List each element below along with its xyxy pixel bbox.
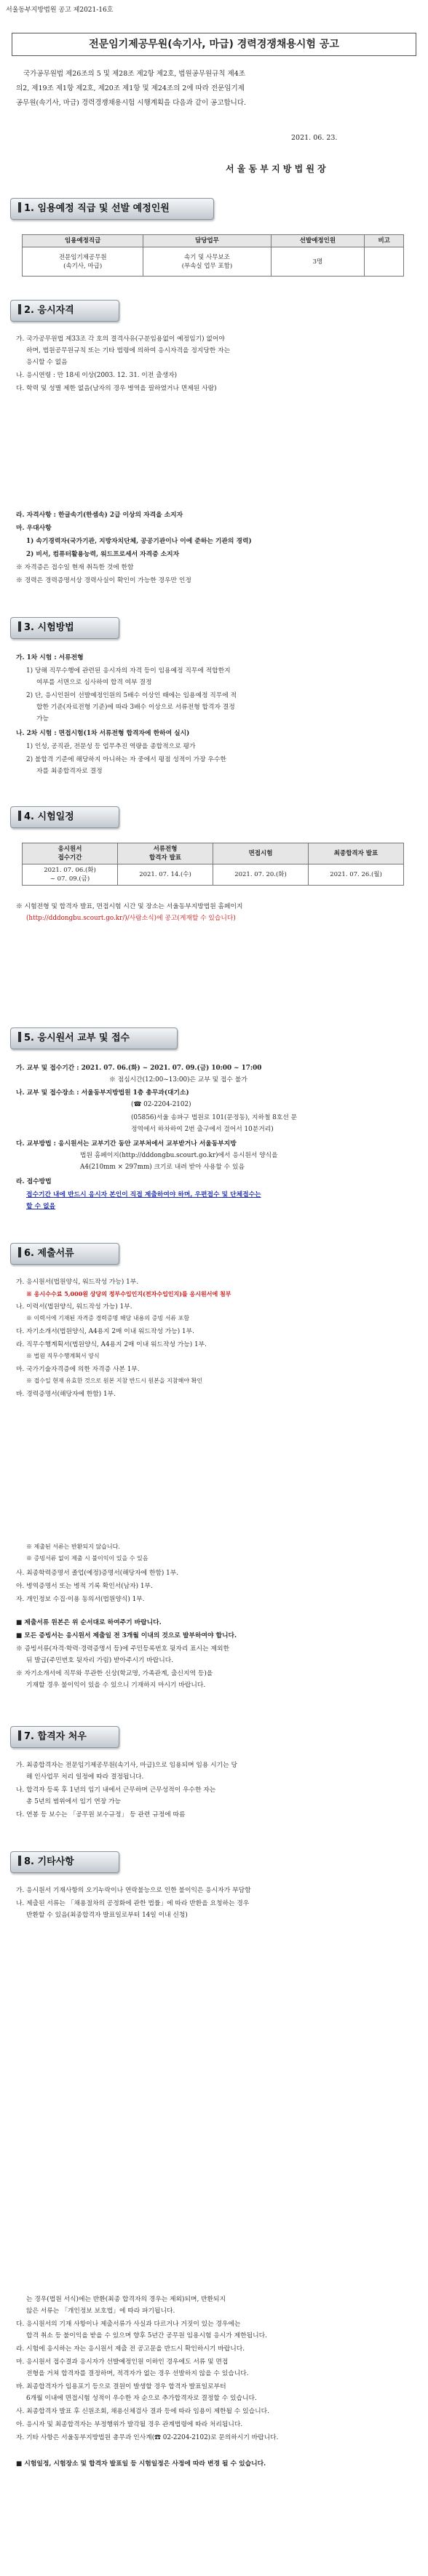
list-item: ※ 자격증은 접수일 현재 취득한 것에 한함 [16,564,134,571]
section-bar [18,1247,21,1257]
list-item: 법원 홈페이지(http://dddongbu.scourt.go.kr)에서 응시원서 양식을 [80,1152,278,1159]
section-bar [18,621,21,632]
section-bar [18,202,21,212]
section-bar [18,1730,21,1741]
list-item: 나. 2차 시험 : 면접시험(1차 서류전형 합격자에 한하여 실시) [16,730,190,737]
list-item: 마. 응시원서 접수결과 응시자가 선발예정인원 이하인 경우에도 서류 및 면접 [16,2358,229,2366]
list-item: ※ 증빙서류 없이 제출 시 불이익이 있을 수 있음 [26,1555,148,1562]
list-item: ※ 증빙서류(자격·학력·경력증명서 등)에 주민등록번호 뒷자리 표시는 제외한 [16,1645,229,1653]
table-cell: 2021. 07. 14.(수) [118,864,213,886]
list-item: 정역에서 하차하여 2번 출구에서 걸어서 10분거리) [131,1126,274,1133]
list-item: 여부를 서면으로 심사하여 합격 여부 결정 [36,679,152,686]
list-item: ※ 제출된 서류는 반환되지 않습니다. [26,1543,120,1550]
section-bar [18,1032,21,1042]
list-item: 2) 비서, 컴퓨터활용능력, 워드프로세서 자격증 소지자 [26,551,180,558]
list-item: 1) 당해 직무수행에 관련된 응시자의 자격 등이 임용예정 직무에 적합한지 [26,667,231,675]
list-item: 라. 접수방법 [16,1178,52,1185]
table-cell [365,247,404,277]
table-cell: 3명 [271,247,365,277]
list-item: 가. 응시원서 기재사항의 오기누락이나 연락불능으로 인한 불이익은 응시자가 부담함 [16,1887,251,1894]
list-item: 가. 국가공무원법 제33조 각 호의 결격사유(구분임용없이 예정임기) 없어야 [16,335,225,343]
list-item: 뒤 발급(주민번호 뒷자리 가림) 받아주시기 바랍니다. [26,1657,174,1664]
list-item: 총 5년의 범위에서 임기 연장 가능 [26,1798,122,1805]
list-item: ※ 접수일 현재 유효한 것으로 원본 지참 반드시 원본을 지참해야 확인 [26,1378,203,1384]
list-item: A4(210mm × 297mm) 크기로 내려 받아 사용할 수 있음 [80,1164,245,1171]
final-notice: ■ 시험일정, 시험장소 및 합격자 발표일 등 시험일정은 사정에 따라 변경 될 수 있습니다. [16,2460,266,2468]
list-item: 나. 교부 및 접수장소 : 서울동부지방법원 1층 총무과(대기소) [16,1089,189,1097]
table-header: 비고 [365,235,404,247]
table-cell: 2021. 07. 20.(화) [213,864,309,886]
section-2-header [10,300,119,322]
list-item: ※ 법원 직무수행계획서 양식 [26,1353,100,1359]
list-item: 반환할 수 있음(최종합격자 발표일로부터 14일 이내 신청) [26,1912,188,1919]
list-item: 2) 단, 응시인원이 선발예정인원의 5배수 이상인 때에는 임용예정 직무에 적 [26,692,237,699]
intro-line: 의2, 제19조 제1항 제2호, 제20조 제1항 및 제24조의 2에 따라 전문임기제 [16,84,245,92]
section-bar [18,811,21,821]
table-header: 담당업무 [143,235,271,247]
list-item: 접수기간 내에 반드시 응시자 본인이 직접 제출하여야 하며, 우편접수 및 단체접수는 [26,1191,261,1198]
section-5-header [10,1027,178,1049]
list-item: (☎ 02-2204-2102) [131,1101,191,1108]
list-item: 않은 서류는 「개인정보 보호법」에 따라 파기됩니다. [26,2307,175,2315]
list-item: ※ 이력서에 기재된 자격증 경력증명 해당 내용의 증빙 서류 포함 [26,1315,190,1321]
list-item: 나. 응시연령 : 만 18세 이상(2003. 12. 31. 이전 출생자) [16,372,178,379]
list-item: 할 수 없음 [26,1203,56,1210]
table-header: 최종합격자 발표 [309,843,404,864]
document-number: 서울동부지방법원 공고 제2021-16호 [6,7,114,14]
list-item: 가. 교부 및 접수기간 : 2021. 07. 06.(화) ~ 2021. 07. 09.(금) 10:00 ~ 17:00 [16,1065,262,1072]
list-item: 자. 기타 사항은 서울동부지방법원 총무과 인사계(☎ 02-2204-2102)로 문의하시기 바랍니다. [16,2434,279,2441]
table-header: 응시원서 접수기간 [23,843,118,864]
list-item: 나. 합격자 등록 후 1년의 임기 내에서 근무하며 근무성적이 우수한 자는 [16,1786,216,1794]
section-3-header [10,617,119,639]
section-title: 8. 기타사항 [24,1856,74,1867]
list-item: 2) 불합격 기준에 해당하지 아니하는 자 중에서 평점 성적이 가장 우수한 [26,756,226,763]
list-item: 하며, 법원공무원규칙 또는 기타 법령에 의하여 응시자격을 정지당한 자는 [26,347,231,354]
list-item: ■ 모든 증빙서는 응시원서 제출일 전 3개월 이내의 것으로 발부하여야 합니다. [16,1632,237,1639]
list-item: 가. 1차 시험 : 서류전형 [16,654,84,661]
list-item: 라. 시험에 응시하는 자는 응시원서 제출 전 공고문을 반드시 확인하시기 바랍니다. [16,2345,245,2353]
list-item: 전형을 거쳐 합격자를 결정하며, 적격자가 없는 경우 선발하지 않을 수 있습니다. [26,2370,249,2377]
table-header: 임용예정직급 [23,235,143,247]
list-item: 나. 제출된 서류는 「채용절차의 공정화에 관한 법률」에 따라 반환을 요청하는 경우 [16,1900,250,1907]
section-bar [18,1856,21,1866]
list-item: 는 경우(법원 서식)에는 반환(최종 합격자의 경우는 제외)되며, 반환되지 [26,2296,226,2303]
intro-line: 공무원(속기사, 마급) 경력경쟁채용시험 시행계획을 다음과 같이 공고합니다. [16,99,247,107]
section-title: 1. 임용예정 직급 및 선발 예정인원 [24,203,170,214]
section-4-header [10,806,119,828]
list-item: 마. 국가기술자격증에 의한 자격증 사본 1부. [16,1366,140,1373]
section-title: 7. 합격자 처우 [24,1731,87,1742]
list-item: 자를 최종합격자로 결정 [36,768,103,775]
list-item: 마. 우대사항 [16,525,52,532]
list-item: 아. 응시자 및 최종합격자는 부정행위가 발각될 경우 관계법령에 따라 처리됩니다. [16,2421,243,2428]
list-item: 합한 기준(자료전형 기준)에 따라 3배수 이상으로 서류전형 합격자 결정 [36,704,235,711]
schedule-note: (http://dddongbu.scourt.go.kr/)/사람소식)에 공고(게재할 수 있습니다) [26,915,236,922]
list-item: ■ 제출서류 원본은 위 순서대로 하여주기 바랍니다. [16,1619,162,1626]
issuer: 서 울 동 부 지 방 법 원 장 [226,164,326,174]
list-item: 가. 응시원서(법원양식, 워드작성 가능) 1부. [16,1279,139,1286]
table-header: 서류전형 합격자 발표 [118,843,213,864]
announce-date: 2021. 06. 23. [291,134,338,142]
section-title: 5. 응시원서 교부 및 접수 [24,1033,130,1043]
table-cell: 2021. 07. 26.(월) [309,864,404,886]
table-header: 선발예정인원 [271,235,365,247]
schedule-note: ※ 시험전형 및 합격자 발표, 면접시험 시간 및 장소는 서울동부지방법원 홈페이지 [16,903,243,910]
section-6-header [10,1243,119,1265]
schedule-table [22,843,404,886]
section-bar [18,304,21,314]
list-item: 라. 자격사항 : 한글속기(한셈속) 2급 이상의 자격을 소지자 [16,512,183,519]
list-item: 다. 연봉 등 보수는 「공무원 보수규정」 등 관련 규정에 따름 [16,1811,186,1818]
section-title: 4. 시험일정 [24,811,74,822]
list-item: 라. 직무수행계획서(법원양식, A4용지 2매 이내 워드작성 가능) 1부. [16,1341,207,1348]
list-item: 합격 취소 등 불이익을 받을 수 있으며 향후 5년간 공무원 임용시험 응시가 제한됩니다. [26,2332,267,2340]
table-header: 면접시험 [213,843,309,864]
position-table [22,234,404,277]
list-item: 1) 인성, 공직관, 전문성 등 업무추진 역량을 종합적으로 평가 [26,743,196,750]
section-title: 3. 시험방법 [24,622,74,633]
list-item: 기재할 경우 불이익이 있을 수 있으니 기재하지 마시기 바랍니다. [26,1682,206,1689]
list-item: 바. 최종합격자가 임용포기 등으로 결원이 발생할 경우 합격자 발표일로부터 [16,2383,226,2390]
list-item: ※ 응시수수료 5,000원 상당의 정부수입인지(전자수입인지)를 응시원서에 첨부 [26,1290,231,1297]
list-item: 자. 개인정보 수집·이용 동의서(법원양식) 1부. [16,1596,145,1603]
list-item: 가. 최종합격자는 전문임기제공무원(속기사, 마급)으로 임용되며 임용 시기는 당 [16,1762,237,1769]
list-item: 6개월 이내에 면접시험 성적이 우수한 자 순으로 추가합격자로 결정할 수 있습니다. [26,2395,257,2402]
table-cell: 속기 및 사무보조 (부속실 업무 포함) [143,247,271,277]
list-item: 응시할 수 없음 [26,359,68,366]
intro-line: 국가공무원법 제26조의 5 및 제28조 제2항 제2호, 법원공무원규칙 제4조 [23,70,245,78]
list-item: 사. 최종합격자 발표 후 신원조회, 채용신체검사 결과 등에 따라 임용이 제한될 수 있습니다. [16,2408,269,2415]
list-item: 가능 [36,715,49,723]
list-item: 해 인사업무 처리 일정에 따라 결정됩니다. [26,1773,144,1781]
list-item: 다. 응시원서의 기재 사항이나 제출서류가 사실과 다르거나 거짓이 있는 경우에는 [16,2321,241,2328]
list-item: ※ 점심시간(12:00~13:00)은 교부 및 접수 불가 [109,1076,247,1084]
table-cell: 2021. 07. 06.(화) ~ 07. 09.(금) [23,864,118,886]
list-item: (05856)서울 송파구 법원로 101(문정동), 지하철 8호선 문 [131,1114,298,1121]
list-item: 다. 학력 및 성별 제한 없음(남자의 경우 병역을 필하였거나 면제된 사람) [16,385,217,392]
section-7-header [10,1726,119,1748]
list-item: 아. 병역증명서 또는 병적 기록 확인서(남자) 1부. [16,1583,153,1590]
list-item: 1) 속기경력자(국가기관, 지방자치단체, 공공기관이나 이에 준하는 기관의 경력) [26,538,252,545]
section-title: 2. 응시자격 [24,305,74,316]
list-item: 다. 자기소개서(법원양식, A4용지 2매 이내 워드작성 가능) 1부. [16,1328,194,1335]
list-item: 다. 교부방법 : 응시원서는 교부기간 동안 교부처에서 교부받거나 서울동부지방 [16,1140,237,1148]
table-cell: 전문임기제공무원 (속기사, 마급) [23,247,143,277]
section-8-header [10,1851,119,1873]
section-title: 6. 제출서류 [24,1248,74,1259]
list-item: 나. 이력서(법원양식, 워드작성 가능) 1부. [16,1303,132,1311]
list-item: ※ 자기소개서에 직무와 무관한 신상(학교명, 가족관계, 출신지역 등)을 [16,1670,213,1677]
list-item: 바. 경력증명서(해당자에 한함) 1부. [16,1391,116,1398]
section-1-header [10,198,214,220]
list-item: ※ 경력은 경력증명서상 경력사실이 확인이 가능한 경우만 인정 [16,577,191,584]
list-item: 사. 최종학력증명서 졸업(예정)증명서(해당자에 한함) 1부. [16,1570,179,1577]
page-title: 전문임기제공무원(속기사, 마급) 경력경쟁채용시험 공고 [12,33,416,56]
